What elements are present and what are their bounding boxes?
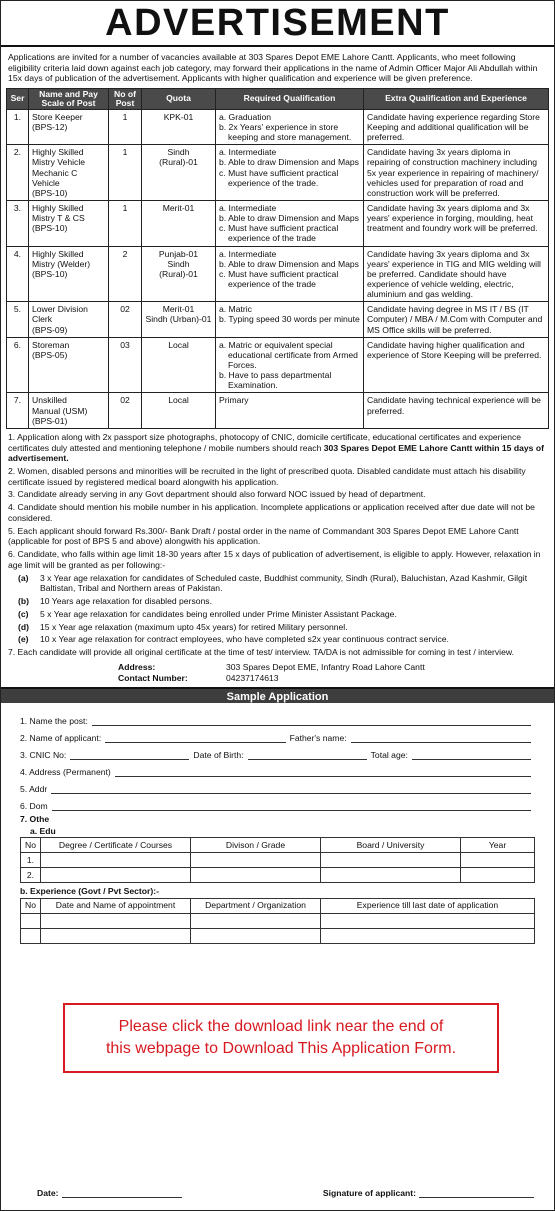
table-cell[interactable]	[41, 928, 191, 943]
post-name-line: Vehicle	[32, 177, 60, 188]
address-line[interactable]	[51, 784, 531, 794]
post-name-line: Lower Division	[32, 304, 88, 315]
qualification-item: b. Able to draw Dimension and Maps	[219, 258, 359, 269]
relaxation-text: 10 x Year age relaxation for contract employees, who have completed s2x year continuous contract service.	[40, 634, 449, 645]
extra-qualification-cell: Candidate having 3x years diploma and 3x years' experience in TIG and MIG welding will be preferred. Candidate should have experience of vehicle welding, electric, aluminium and gas welding.	[364, 246, 549, 302]
col-header: Ser	[7, 88, 29, 109]
relaxation-item	[18, 573, 547, 594]
table-cell[interactable]	[191, 868, 321, 883]
signature-label: Signature of applicant:	[322, 1187, 416, 1198]
domicile-line[interactable]	[52, 801, 531, 811]
page-title: ADVERTISEMENT	[1, 1, 554, 47]
note-1	[8, 432, 547, 464]
signature-row	[37, 1188, 534, 1198]
relaxation-label: (a)	[18, 572, 29, 583]
qualification-item: c. Must have sufficient practical experience of the trade.	[219, 167, 339, 188]
note-text: 1. Application along with 2x passport size photographs, photocopy of CNIC, domicile certificate, educational certificates and experience certificates duly attested and mentioning telephone / mobile numbers should reach	[8, 431, 522, 453]
experience-table	[20, 898, 535, 944]
address-row	[8, 662, 547, 673]
form-row	[20, 760, 535, 777]
post-name-line: (BPS-10)	[32, 223, 68, 234]
qualification-item: a. Intermediate	[219, 147, 277, 158]
col-header: Department / Organization	[191, 898, 321, 913]
table-row	[21, 853, 535, 868]
table-cell[interactable]	[41, 853, 191, 868]
post-name-cell	[29, 109, 109, 144]
education-header	[21, 838, 535, 853]
table-row	[7, 109, 549, 144]
col-header: Date and Name of appointment	[41, 898, 191, 913]
post-name-line: (BPS-05)	[32, 349, 68, 360]
post-count-cell: 1	[109, 145, 142, 201]
relaxation-item	[18, 622, 547, 633]
quota-line: (Rural)-01	[159, 268, 198, 279]
post-name-line: Mistry Vehicle	[32, 157, 86, 168]
extra-qualification-cell: Candidate having higher qualification and experience of Store Keeping will be preferred.	[364, 337, 549, 393]
form-row	[20, 709, 535, 726]
required-qualification-cell	[216, 109, 364, 144]
table-row	[21, 913, 535, 928]
qualification-item: c. Must have sufficient practical experience of the trade	[219, 268, 339, 289]
post-name-cell	[29, 145, 109, 201]
table-cell[interactable]	[191, 928, 321, 943]
ser-cell: 1.	[7, 109, 29, 144]
post-name-line: (BPS-12)	[32, 122, 68, 132]
vacancy-table	[6, 88, 549, 429]
table-cell[interactable]	[41, 868, 191, 883]
col-header: Experience till last date of application	[321, 898, 535, 913]
post-name-cell	[29, 200, 109, 246]
table-cell[interactable]	[191, 913, 321, 928]
col-header: No	[21, 898, 41, 913]
education-table	[20, 837, 535, 883]
ser-cell: 7.	[7, 393, 29, 428]
table-cell[interactable]	[461, 853, 535, 868]
relaxation-label: (d)	[18, 621, 29, 632]
quota-line: Sindh	[167, 258, 190, 269]
post-name-line: Highly Skilled	[32, 147, 84, 158]
ser-cell: 5.	[7, 302, 29, 337]
notes-section	[6, 429, 549, 684]
field-label: 3. CNIC No:	[20, 750, 67, 761]
sample-application-heading: Sample Application	[1, 687, 554, 703]
post-count-cell: 1	[109, 109, 142, 144]
relaxation-item	[18, 609, 547, 620]
table-row	[7, 200, 549, 246]
form-row	[20, 777, 535, 794]
address-permanent-line[interactable]	[115, 767, 531, 777]
extra-qualification-cell: Candidate having experience regarding Store Keeping and additional qualification will be preferred.	[364, 109, 549, 144]
col-header: Required Qualification	[216, 88, 364, 109]
field-label: 6. Dom	[20, 801, 48, 812]
form-row	[20, 811, 535, 824]
experience-header	[21, 898, 535, 913]
sample-application-form	[6, 703, 549, 943]
row-number: 2.	[21, 868, 41, 883]
post-count-cell: 02	[109, 302, 142, 337]
col-header: Extra Qualification and Experience	[364, 88, 549, 109]
post-name-line: Manual (USM)	[32, 405, 88, 416]
address-label: Address:	[118, 661, 156, 672]
qualification-item: a. Matric	[219, 304, 252, 315]
qualification-item: a. Intermediate	[219, 202, 277, 213]
extra-qualification-cell: Candidate having degree in MS IT / BS (IT Computer) / MBA / M.Com with Computer and MS Office skills will be preferred.	[364, 302, 549, 337]
table-row	[7, 393, 549, 428]
post-name-line: Unskilled	[32, 395, 67, 406]
post-name-cell	[29, 302, 109, 337]
total-age-line[interactable]	[412, 750, 531, 760]
quota-line: KPK-01	[163, 111, 194, 122]
table-cell[interactable]	[321, 853, 461, 868]
required-qualification-cell	[216, 145, 364, 201]
cnic-line[interactable]	[70, 750, 189, 760]
note-5: 5. Each applicant should forward Rs.300/- Bank Draft / postal order in the name of Commandant 303 Spares Depot EME Lahore Cantt (applicable for post of BPS 5 and above) alongwith his application.	[8, 525, 519, 547]
required-qualification-cell	[216, 337, 364, 393]
overlay-line: Please click the download link near the end of	[118, 1018, 444, 1036]
field-label: 1. Name the post:	[20, 716, 88, 727]
form-row	[20, 743, 535, 760]
table-row	[7, 302, 549, 337]
col-header: Year	[461, 838, 535, 853]
post-name-line: (BPS-10)	[32, 268, 68, 279]
qualification-item: a. Intermediate	[219, 248, 277, 259]
table-cell[interactable]	[321, 928, 535, 943]
note-2: 2. Women, disabled persons and minorities will be recruited in the light of prescribed quota. Disabled candidate must attach his disability certificate issued by registered medical board alongwith his application.	[8, 466, 526, 487]
applicant-name-line[interactable]	[105, 733, 285, 743]
note-highlight: 303 Spares Depot EME Lahore Cantt within 15 days of advertisement.	[8, 442, 544, 464]
address-value: 303 Spares Depot EME, Infantry Road Lahore Cantt	[226, 661, 425, 672]
post-name-line[interactable]	[92, 716, 531, 726]
contact-value: 04237174613	[226, 673, 279, 684]
note-4: 4. Candidate should mention his mobile number in his application. Incomplete applications or application received after due date will not be considered.	[8, 502, 535, 523]
post-name-line: Store Keeper	[32, 111, 83, 122]
post-name-line: (BPS-09)	[32, 324, 68, 335]
quota-line: Local	[168, 339, 189, 350]
field-label: Date of Birth:	[193, 750, 244, 761]
experience-label: b. Experience (Govt / Pvt Sector):-	[20, 886, 159, 897]
field-label: 2. Name of applicant:	[20, 733, 102, 744]
note-6: 6. Candidate, who falls within age limit 18-30 years after 15 x days of publication of advertisement, is eligible to apply. However, relaxation in age limit will be granted as per following:-	[8, 549, 541, 570]
post-count-cell: 1	[109, 200, 142, 246]
required-qualification-cell	[216, 393, 364, 428]
form-row	[20, 726, 535, 743]
ser-cell: 6.	[7, 337, 29, 393]
table-row	[21, 928, 535, 943]
col-header: Name and Pay Scale of Post	[29, 88, 109, 109]
qualification-item: c. Must have sufficient practical experience of the trade	[219, 223, 339, 244]
quota-cell	[142, 246, 216, 302]
relaxation-item	[18, 596, 547, 607]
signature-field	[323, 1188, 534, 1198]
table-cell[interactable]	[461, 868, 535, 883]
post-count-cell: 2	[109, 246, 142, 302]
qualification-item: b. 2x Years' experience in store keeping and store management.	[219, 122, 352, 143]
row-number: 1.	[21, 853, 41, 868]
table-row	[7, 337, 549, 393]
table-row	[7, 246, 549, 302]
table-cell[interactable]	[41, 913, 191, 928]
table-row	[7, 145, 549, 201]
ser-cell: 4.	[7, 246, 29, 302]
quota-line: Punjab-01	[158, 248, 199, 259]
relaxation-label: (e)	[18, 634, 29, 645]
quota-cell	[142, 200, 216, 246]
ser-cell: 3.	[7, 200, 29, 246]
post-name-line: Mistry T & CS	[32, 213, 85, 224]
post-count-cell: 03	[109, 337, 142, 393]
father-name-line[interactable]	[351, 733, 531, 743]
contact-label: Contact Number:	[118, 673, 188, 684]
field-label: Father's name:	[289, 733, 347, 744]
col-header: Board / University	[321, 838, 461, 853]
table-cell[interactable]	[21, 928, 41, 943]
col-header: Degree / Certificate / Courses	[41, 838, 191, 853]
quota-line: Local	[168, 395, 189, 406]
quota-line: Sindh (Urban)-01	[145, 314, 212, 325]
post-name-line: Highly Skilled	[32, 202, 84, 213]
quota-line: Merit-01	[162, 202, 195, 213]
relaxation-label: (c)	[18, 608, 29, 619]
date-label: Date:	[37, 1187, 59, 1198]
overlay-line: this webpage to Download This Application Form.	[105, 1040, 457, 1057]
post-name-line: Highly Skilled	[32, 248, 84, 259]
qualification-item: b. Have to pass departmental Examination.	[219, 370, 332, 391]
date-field	[37, 1188, 182, 1198]
quota-line: Merit-01	[162, 304, 195, 315]
field-label: 7. Othe	[20, 814, 50, 825]
field-label: Total age:	[370, 750, 408, 761]
quota-cell	[142, 302, 216, 337]
table-cell[interactable]	[191, 853, 321, 868]
post-name-line: Mistry (Welder)	[32, 258, 91, 269]
extra-qualification-cell: Candidate having 3x years diploma and 3x years' experience in forging, moulding, heat treatment and foundry work will be preferred.	[364, 200, 549, 246]
relaxation-label: (b)	[18, 596, 29, 607]
form-row	[20, 794, 535, 811]
ser-cell: 2.	[7, 145, 29, 201]
post-name-line: Mechanic C	[32, 167, 78, 178]
quota-cell	[142, 337, 216, 393]
post-name-line: (BPS-10)	[32, 187, 68, 198]
post-name-cell	[29, 246, 109, 302]
relaxation-text: 10 Years age relaxation for disabled persons.	[40, 596, 212, 607]
required-qualification-cell	[216, 302, 364, 337]
qualification-item: b. Able to draw Dimension and Maps	[219, 157, 359, 168]
qualification-item: b. Able to draw Dimension and Maps	[219, 213, 359, 224]
post-name-cell	[29, 393, 109, 428]
required-qualification-cell	[216, 246, 364, 302]
quota-cell	[142, 145, 216, 201]
note-7: 7. Each candidate will provide all original certificate at the time of test/ interview. TA/DA is not admissible for coming in test / interview.	[8, 647, 514, 658]
field-label: 4. Address (Permanent)	[20, 767, 111, 778]
qualification-item: a. Matric or equivalent special educational certificate from Armed Forces.	[219, 339, 358, 370]
intro-paragraph: Applications are invited for a number of vacancies available at 303 Spares Depot EME Lahore Cantt. Applicants, who meet following eligibility criteria laid down against each job category, may forward their applications in the name of Admin Officer Major Ali Abdullah within 15x days of publication of the advertisement. Applicants with higher qualification and experience will be given preference.	[8, 52, 538, 84]
col-header: No of Post	[109, 88, 142, 109]
education-label: a. Edu	[30, 826, 56, 837]
post-name-line: Storeman	[32, 339, 70, 350]
quota-cell	[142, 393, 216, 428]
table-cell[interactable]	[321, 913, 535, 928]
qualification-item: a. Graduation	[219, 111, 272, 122]
contact-row	[8, 673, 547, 684]
table-cell[interactable]	[321, 868, 461, 883]
relaxation-text: 15 x Year age relaxation (maximum upto 45x years) for retired Military personnel.	[40, 621, 348, 632]
download-notice-overlay[interactable]	[63, 1003, 499, 1073]
signature-line[interactable]	[419, 1189, 534, 1198]
vacancy-table-header	[7, 88, 549, 109]
col-header: No	[21, 838, 41, 853]
relaxation-list	[8, 573, 547, 645]
post-name-line: (BPS-01)	[32, 415, 68, 426]
dob-line[interactable]	[248, 750, 367, 760]
date-line[interactable]	[62, 1189, 182, 1198]
qualification-item: Primary	[219, 395, 249, 406]
table-cell[interactable]	[21, 913, 41, 928]
relaxation-text: 3 x Year age relaxation for candidates of Scheduled caste, Buddhist community, Sindh (Rural), Baluchistan, Azad Kashmir, Gilgit Baltistan, Tribal and Northern areas of Pakistan.	[40, 572, 528, 594]
col-header: Divison / Grade	[191, 838, 321, 853]
qualification-item: b. Typing speed 30 words per minute	[219, 314, 360, 325]
table-row	[21, 868, 535, 883]
quota-line: Sindh	[167, 147, 190, 158]
quota-cell	[142, 109, 216, 144]
quota-line: (Rural)-01	[159, 157, 198, 168]
extra-qualification-cell: Candidate having technical experience will be preferred.	[364, 393, 549, 428]
post-name-cell	[29, 337, 109, 393]
required-qualification-cell	[216, 200, 364, 246]
note-3: 3. Candidate already serving in any Govt department should also forward NOC issued by head of department.	[8, 489, 426, 500]
extra-qualification-cell: Candidate having 3x years diploma in repairing of construction machinery including 5x year experience in repairing of machinery/ vehicles used for preparation of road and construction work will be preferred.	[364, 145, 549, 201]
relaxation-text: 5 x Year age relaxation for candidates being enrolled under Prime Minister Assistant Package.	[40, 608, 397, 619]
post-name-line: Clerk	[32, 314, 53, 325]
relaxation-item	[18, 634, 547, 645]
field-label: 5. Addr	[20, 784, 48, 795]
post-count-cell: 02	[109, 393, 142, 428]
col-header: Quota	[142, 88, 216, 109]
